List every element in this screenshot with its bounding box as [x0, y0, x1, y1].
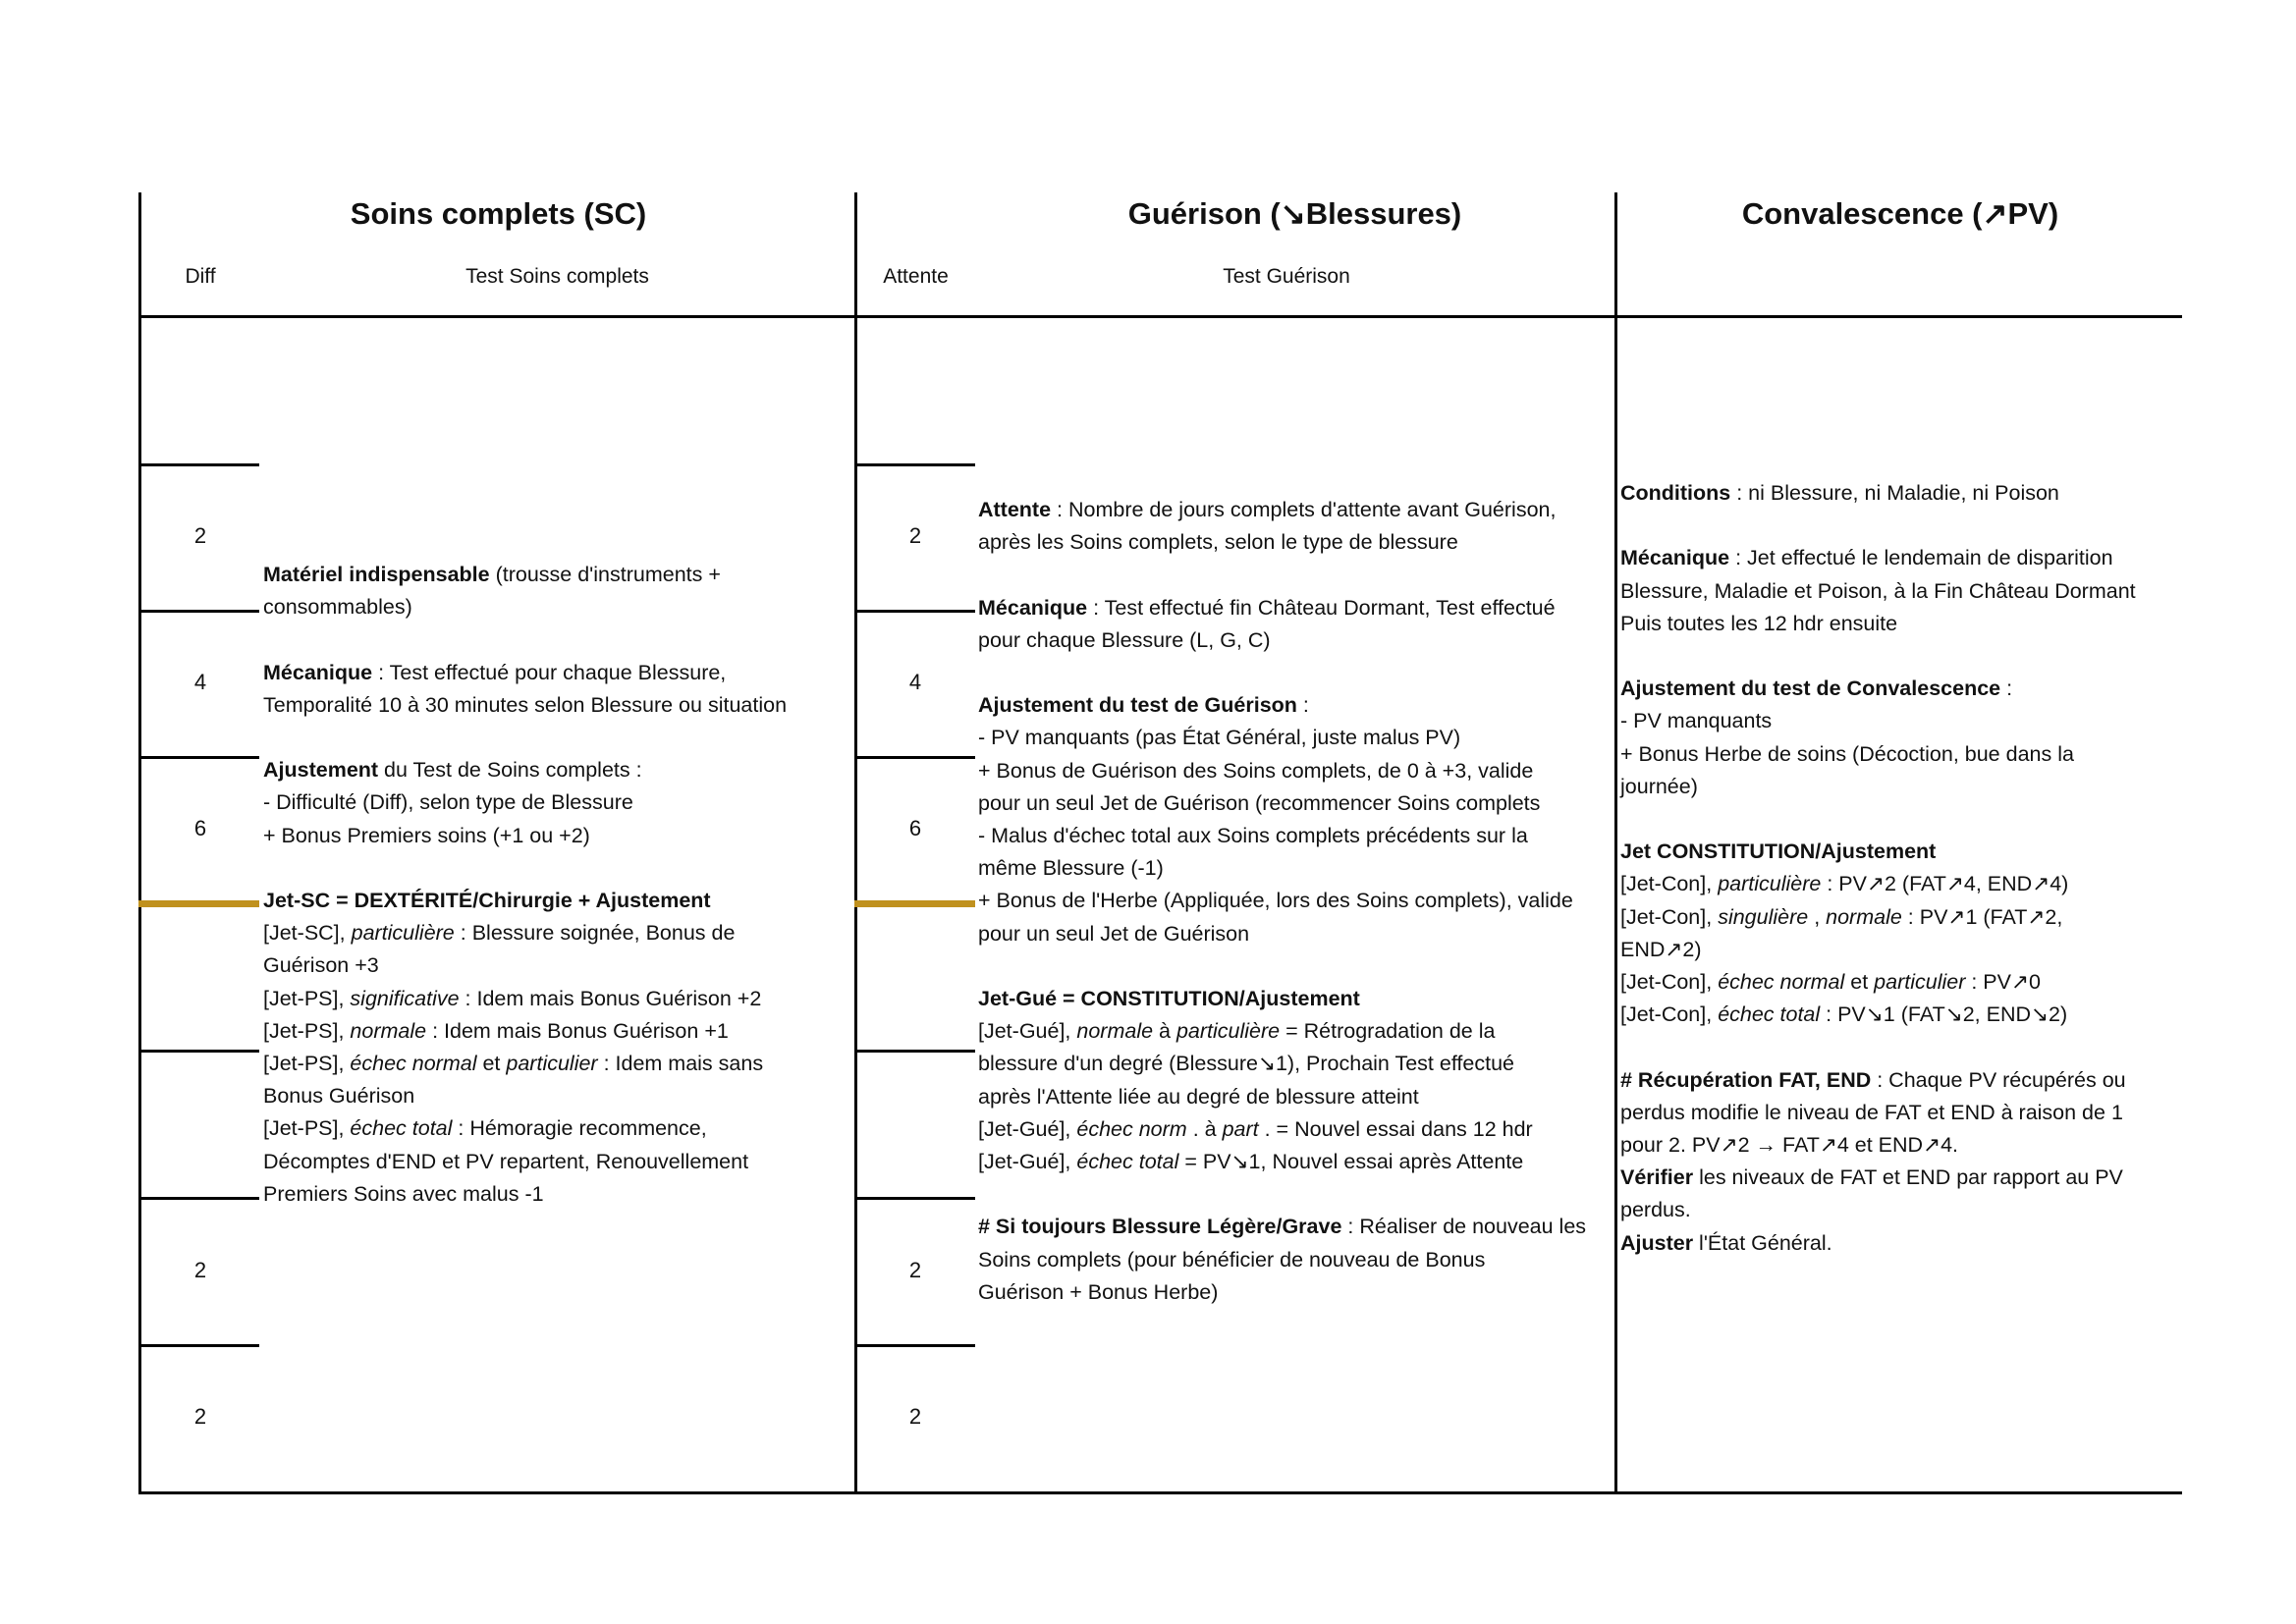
attente-row-separator	[854, 610, 975, 613]
col2-subheader-attente: Attente	[883, 265, 949, 288]
column-divider-2	[1614, 192, 1617, 1494]
attente-value: 2	[908, 523, 922, 548]
col2-guerison-text: Attente : Nombre de jours complets d'attente avant Guérison, après les Soins complets, selon le type de blessure Mécanique : Test effectué fin Château Dormant, Test effectué pour chaque Blessure (L, G, C) Ajustement du test de Guérison : - PV manquants (pas État Général, juste malus PV) + Bonus de Guérison des Soins complets, de 0 à +3, valide pour un seul Jet de Guérison (recommencer Soins complets - Malus d'échec total aux Soins complets précédents sur la même Blessure (-1) + Bonus de l'Herbe (Appliquée, lors des Soins complets), valide pour un seul Jet de Guérison Jet-Gué = CONSTITUTION/Ajustement [Jet-Gué], normale à particulière = Rétrogradation de la blessure d'un degré (Blessure↘1), Prochain Test effectué après l'Attente liée au degré de blessure atteint [Jet-Gué], échec norm . à part . = Nouvel essai dans 12 hdr [Jet-Gué], échec total = PV↘1, Nouvel essai après Attente # Si toujours Blessure Légère/Grave : Réaliser de nouveau les Soins complets (pour bénéficier de nouveau de Bonus Guérison + Bonus Herbe)	[978, 498, 1587, 1304]
diff-value: 2	[193, 1258, 207, 1282]
col3-title: Convalescence (↗PV)	[1741, 196, 2059, 231]
col1-title: Soins complets (SC)	[350, 196, 647, 231]
attente-value: 6	[908, 816, 922, 840]
column-divider-1	[854, 192, 857, 1494]
attente-row-separator	[854, 463, 975, 466]
table-border-left	[138, 192, 141, 1494]
header-divider	[138, 315, 2182, 318]
diff-row-separator	[138, 463, 259, 466]
diff-value: 4	[193, 670, 207, 694]
col1-subheader-test: Test Soins complets	[465, 265, 649, 288]
diff-row-separator	[138, 756, 259, 759]
attente-value: 2	[908, 1258, 922, 1282]
col2-title: Guérison (↘Blessures)	[1127, 196, 1462, 231]
diff-row-separator	[138, 1344, 259, 1347]
table-border-bottom	[138, 1491, 2182, 1494]
col3-convalescence-text: Conditions : ni Blessure, ni Maladie, ni Poison Mécanique : Jet effectué le lendemain de disparition Blessure, Maladie et Poison, à la Fin Château Dormant Puis toutes les 12 hdr ensuite Ajustement du test de Convalescence : - PV manquants + Bonus Herbe de soins (Décoction, bue dans la journée) Jet CONSTITUTION/Ajustement [Jet-Con], particulière : PV↗2 (FAT↗4, END↗4) [Jet-Con], singulière , normale : PV↗1 (FAT↗2, END↗2) [Jet-Con], échec normal et particulier : PV↗0 [Jet-Con], échec total : PV↘1 (FAT↘2, END↘2) # Récupération FAT, END : Chaque PV récupérés ou perdus modifie le niveau de FAT et END à raison de 1 pour 2. PV↗2 → FAT↗4 et END↗4. Vérifier les niveaux de FAT et END par rapport au PV perdus. Ajuster l'État Général.	[1620, 481, 2136, 1255]
diff-row-separator	[138, 1197, 259, 1200]
diff-row-highlight	[138, 900, 259, 907]
attente-value: 2	[908, 1404, 922, 1429]
attente-value: 4	[908, 670, 922, 694]
diff-row-separator	[138, 610, 259, 613]
col1-soins-text: Matériel indispensable (trousse d'instruments + consommables) Mécanique : Test effectué pour chaque Blessure, Temporalité 10 à 30 minutes selon Blessure ou situation Ajustement du Test de Soins complets : - Difficulté (Diff), selon type de Blessure + Bonus Premiers soins (+1 ou +2) Jet-SC = DEXTÉRITÉ/Chirurgie + Ajustement [Jet-SC], particulière : Blessure soignée, Bonus de Guérison +3 [Jet-PS], significative : Idem mais Bonus Guérison +2 [Jet-PS], normale : Idem mais Bonus Guérison +1 [Jet-PS], échec normal et particulier : Idem mais sans Bonus Guérison [Jet-PS], échec total : Hémoragie recommence, Décomptes d'END et PV repartent, Renouvellement Premiers Soins avec malus -1	[263, 563, 788, 1206]
attente-row-separator	[854, 756, 975, 759]
diff-value: 6	[193, 816, 207, 840]
attente-row-separator	[854, 1344, 975, 1347]
col1-subheader-diff: Diff	[185, 265, 216, 288]
diff-value: 2	[193, 523, 207, 548]
attente-row-separator	[854, 1197, 975, 1200]
attente-row-separator	[854, 1050, 975, 1053]
attente-row-highlight	[854, 900, 975, 907]
diff-value: 2	[193, 1404, 207, 1429]
diff-row-separator	[138, 1050, 259, 1053]
col2-subheader-test: Test Guérison	[1223, 265, 1350, 288]
